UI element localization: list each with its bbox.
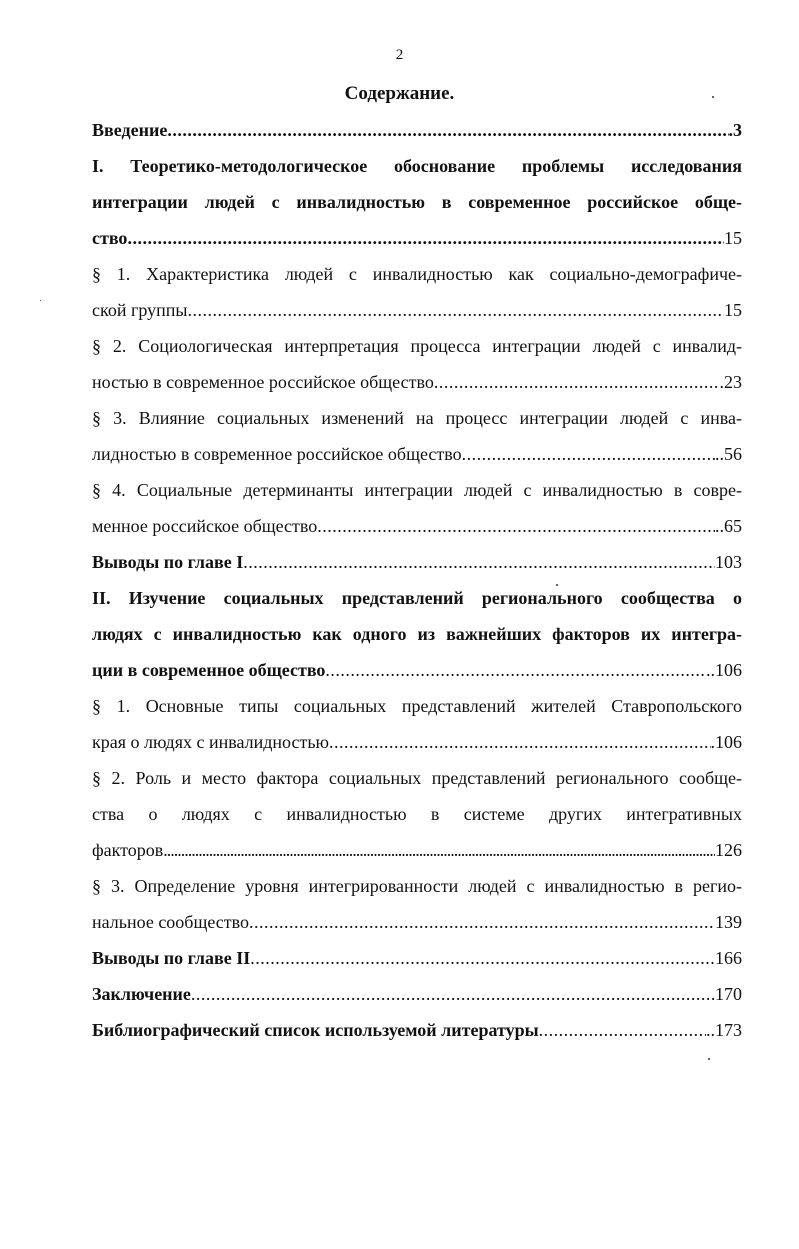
- toc-entry-chapter-1-conclusions: [92, 544, 742, 580]
- toc-section-1-2-line: § 2. Социологическая интерпретация процесса интеграции людей с инвалид-: [92, 336, 742, 356]
- toc-section-1-1-line: [92, 256, 742, 292]
- scan-speck: [40, 300, 41, 301]
- leader-dots: [250, 940, 715, 976]
- page-title: Содержание.: [344, 83, 455, 104]
- page-number: 2: [395, 47, 404, 63]
- toc-entry-chapter-2: [92, 652, 742, 688]
- toc-entry-chapter-1: [92, 220, 742, 256]
- toc-page-number: ..106: [706, 660, 742, 680]
- leader-dots: [191, 976, 715, 1012]
- leader-dots: [163, 832, 715, 868]
- toc-entry-text: Введение: [92, 120, 168, 140]
- toc-entry-text: менное российское общество: [92, 516, 318, 536]
- toc-chapter-2-line: людях с инвалидностью как одного из важнейших факторов их интегра-: [92, 624, 742, 644]
- toc-entry-section-1-1: [92, 292, 742, 328]
- toc-section-2-2-line: ства о людях с инвалидностью в системе других интегративных: [92, 804, 742, 824]
- leader-dots: [187, 292, 724, 328]
- toc-page-number: 170: [715, 984, 742, 1004]
- toc-entry-section-1-4: [92, 508, 742, 544]
- toc-page-number: ..173: [706, 1020, 742, 1040]
- toc-entry-text: ской группы: [92, 300, 188, 320]
- toc-page-number: ..56: [715, 444, 742, 464]
- toc-entry-section-1-3: [92, 436, 742, 472]
- toc-entry-text: факторов: [92, 840, 164, 860]
- toc-section-2-3-line: § 3. Определение уровня интегрированности людей с инвалидностью в регио-: [92, 876, 742, 896]
- toc-chapter-2-line: II. Изучение социальных представлений регионального сообщества о: [92, 588, 742, 608]
- toc-entry-section-2-3: [92, 904, 742, 940]
- toc-entry-text: нальное сообщество: [92, 912, 249, 932]
- leader-dots: [249, 904, 715, 940]
- toc-page-number: .23: [719, 372, 742, 392]
- toc-page-number: 15: [724, 228, 742, 248]
- leader-dots: [325, 652, 706, 688]
- toc-section-1-4-line: § 4. Социальные детерминанты интеграции людей с инвалидностью в совре-: [92, 480, 742, 500]
- toc-page-number: .106: [710, 732, 742, 752]
- toc-entry-section-1-2: [92, 364, 742, 400]
- toc-page-number: 166: [715, 948, 742, 968]
- toc-entry-text: Заключение: [92, 984, 191, 1004]
- toc-entry-text: ции в современное общество: [92, 660, 326, 680]
- toc-entry-text: края о людях с инвалидностью: [92, 732, 329, 752]
- toc-entry-section-2-1: [92, 724, 742, 760]
- toc-page-number: ..65: [715, 516, 742, 536]
- leader-dots: [434, 364, 720, 400]
- leader-dots: [167, 112, 728, 148]
- toc-page-number: 103: [715, 552, 742, 572]
- toc-chapter-1-line: I. Теоретико-методологическое обоснование проблемы исследования: [92, 156, 742, 176]
- toc-entry-chapter-2-conclusions: [92, 940, 742, 976]
- leader-dots: [243, 544, 715, 580]
- toc-entry-text: ностью в современное российское общество: [92, 372, 434, 392]
- scan-speck: [708, 1058, 710, 1060]
- toc-page-number: .3: [728, 120, 742, 140]
- toc-entry-text: Библиографический список используемой литературы: [92, 1020, 539, 1040]
- leader-dots: [329, 724, 711, 760]
- toc-entry-section-2-2: [92, 832, 742, 868]
- scan-speck: [712, 96, 714, 98]
- toc-entry-text: ство: [92, 228, 128, 248]
- toc-entry-text: § 1. Характеристика людей с инвалидностью как социально-демографиче-: [92, 264, 742, 284]
- toc-entry-text: Выводы по главе I: [92, 552, 244, 572]
- leader-dots: [127, 220, 724, 256]
- toc-entry-text: лидностью в современное российское общество: [92, 444, 462, 464]
- toc-page-number: 139: [715, 912, 742, 932]
- toc-page-number: 126: [715, 840, 742, 860]
- toc-entry-intro: [92, 112, 742, 148]
- toc-section-2-2-line: § 2. Роль и место фактора социальных представлений регионального сообще-: [92, 768, 742, 788]
- scan-speck: [556, 584, 558, 586]
- toc-entry-conclusion: [92, 976, 742, 1012]
- leader-dots: [317, 508, 715, 544]
- toc-chapter-1-line: интеграции людей с инвалидностью в современное российское обще-: [92, 192, 742, 212]
- toc-section-1-3-line: § 3. Влияние социальных изменений на процесс интеграции людей с инва-: [92, 408, 742, 428]
- leader-dots: [462, 436, 715, 472]
- toc-page-number: 15: [724, 300, 742, 320]
- toc-entry-text: Выводы по главе II: [92, 948, 251, 968]
- toc-entry-bibliography: [92, 1012, 742, 1048]
- toc-section-2-1-line: § 1. Основные типы социальных представлений жителей Ставропольского: [92, 696, 742, 716]
- leader-dots: [539, 1012, 706, 1048]
